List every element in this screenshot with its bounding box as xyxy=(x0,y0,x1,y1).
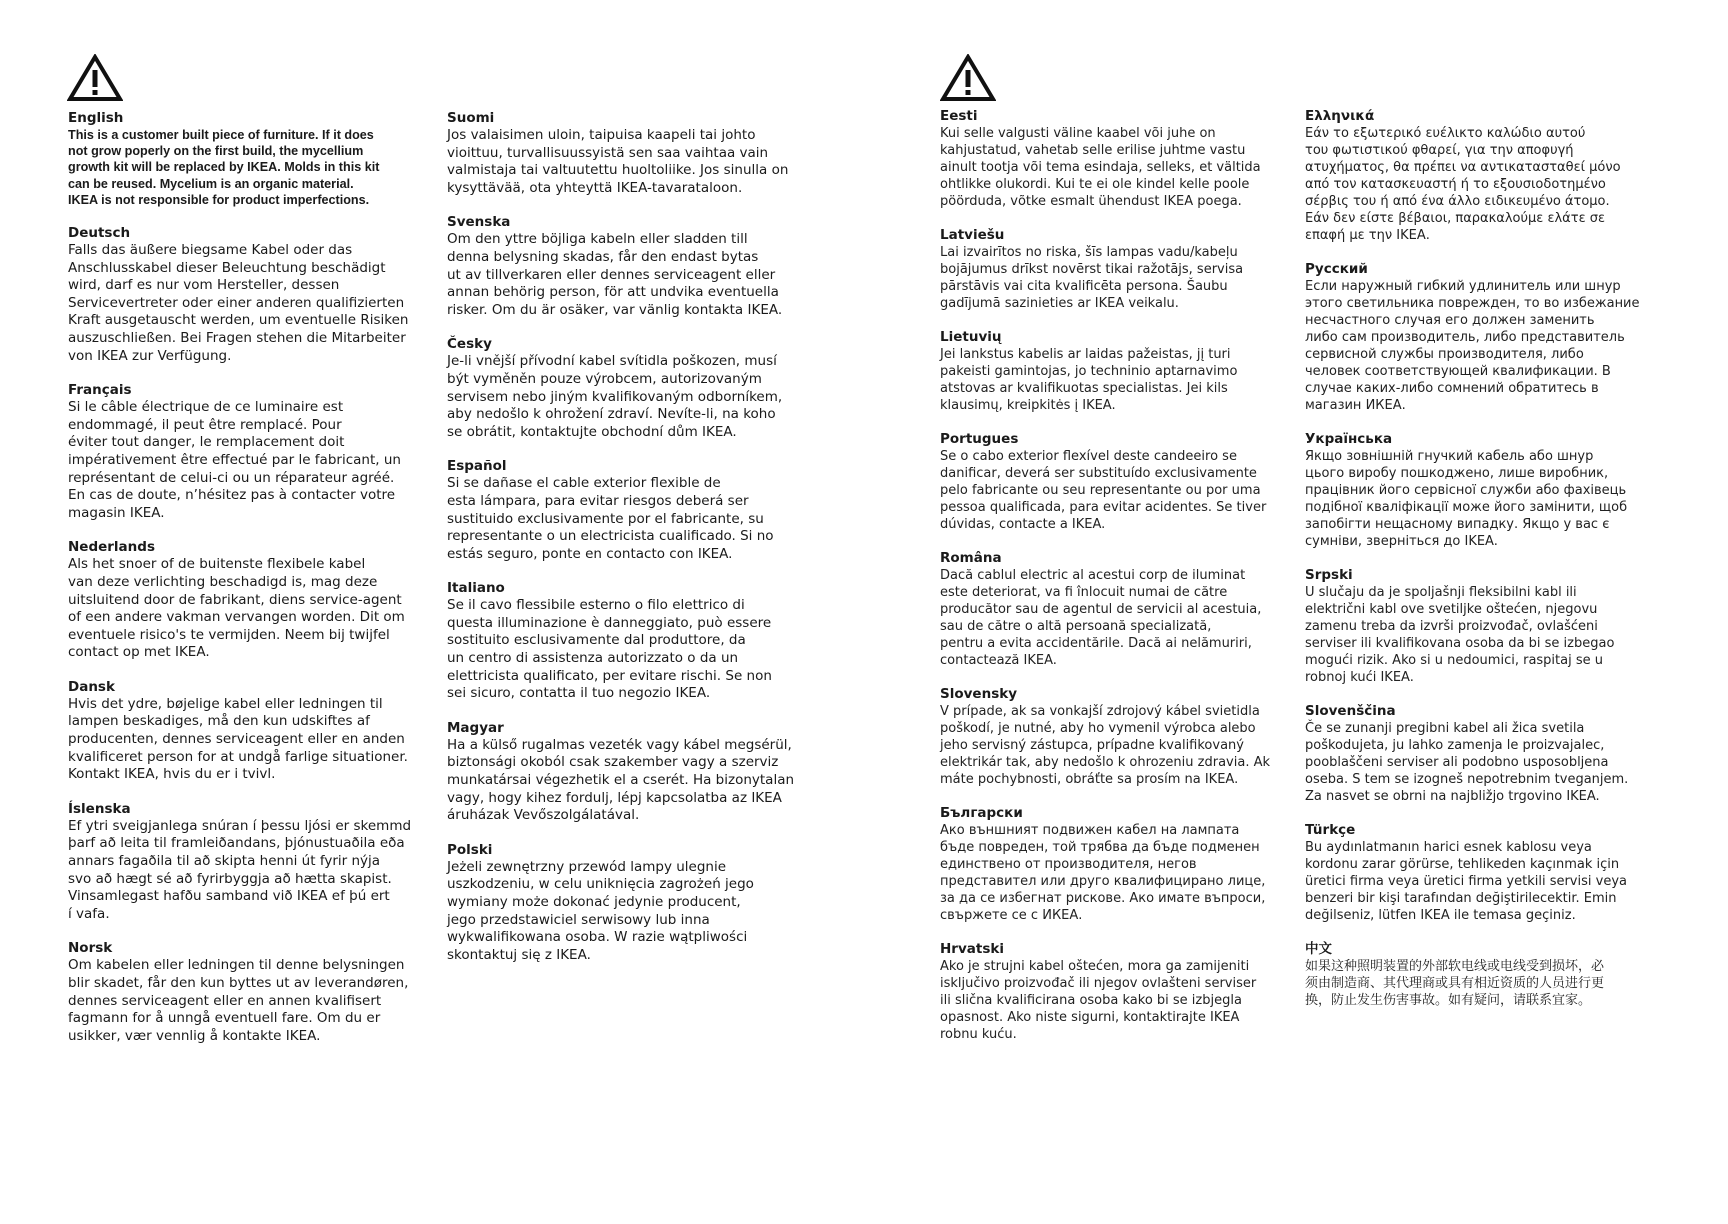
warning-triangle-icon xyxy=(67,54,123,102)
section-slovensky xyxy=(940,686,1305,788)
warning-text: Если наружный гибкий удлинитель или шнур этого светильника поврежден, то во избежание несчастного случая его должен заменить либо сам производитель, либо представитель сервисной службы производителя, либо человек соответствующей квалификации. В случае каких-либо сомнений обратитесь в магазин ИКЕА. xyxy=(1305,279,1640,413)
right-column-2 xyxy=(1305,108,1670,1026)
section-latviesu xyxy=(940,227,1305,312)
warning-text: Kui selle valgusti väline kaabel või juhe on kahjustatud, vahetab selle erilise juhtme vastu ainult tootja või tema esindaja, selleks, et vältida ohtlikke olukordi. Kui te ei ole kindel kelle poole pöörduda, võtke esmalt ühendust IKEA poega. xyxy=(940,126,1261,209)
language-heading: Italiano xyxy=(447,580,505,597)
section-cesky xyxy=(447,336,812,441)
warning-text: Jei lankstus kabelis ar laidas pažeistas, jį turi pakeisti gamintojas, jo techninio aptarnavimo atstovas ar kvalifikuotas specialistas. Jei kils klausimų, kreipkitės į IKEA. xyxy=(940,347,1238,413)
language-heading: Русский xyxy=(1305,261,1368,277)
language-heading: Srpski xyxy=(1305,567,1353,583)
language-heading: Suomi xyxy=(447,110,495,126)
warning-text: Hvis det ydre, bøjelige kabel eller ledningen til lampen beskadiges, må den kun udskiftes af producenten, dennes serviceagent eller en anden kvalificeret person for at undgå farlige situationer. Kontakt IKEA, hvis du er i tvivl. xyxy=(68,695,408,783)
warning-text: Εάν το εξωτερικό ευέλικτο καλώδιο αυτού του φωτιστικού φθαρεί, για την αποφυγή ατυχήματος, θα πρέπει να αντικατασταθεί μόνο από τον κατασκευαστή ή το εξουσιοδοτημένο σέρβις του ή από ένα άλλο ειδικευμένο άτομο. Εάν δεν είστε βέβαιοι, παρακαλούμε ελάτε σε επαφή με την ΙΚΕΑ. xyxy=(1305,126,1621,243)
language-heading: Slovensky xyxy=(940,686,1018,702)
warning-text: Je-li vnější přívodní kabel svítidla poškozen, musí být vyměněn pouze výrobcem, autorizovaným servisem nebo jiným kvalifikovaným odborníkem, aby nedošlo k ohrožení zdraví. Nevíte-li, na koho se obrátit, kontaktujte obchodní dům IKEA. xyxy=(447,353,783,440)
warning-text: Jos valaisimen uloin, taipuisa kaapeli tai johto vioittuu, turvallisuussyistä sen saa vaihtaa vain valmistaja tai valtuutettu huoltoliike. Jos sinulla on kysyttävää, ota yhteyttä IKEA-tavarataloon. xyxy=(447,127,789,196)
right-column-1 xyxy=(940,108,1305,1060)
warning-text: Se o cabo exterior flexível deste candeeiro se danificar, deverá ser substituído exclusivamente pelo fabricante ou seu representante ou por uma pessoa qualificada, para evitar acidentes. Se tiver dúvidas, contacte a IKEA. xyxy=(940,449,1267,532)
language-heading: Türkçe xyxy=(1305,822,1356,838)
warning-text: Om den yttre böjliga kabeln eller sladden till denna belysning skadas, får den endast bytas ut av tillverkaren eller dennes serviceagent eller annan behörig person, för att undvika eventuella risker. Om du är osäker, var vänlig kontakta IKEA. xyxy=(447,231,783,318)
language-heading: Eesti xyxy=(940,108,978,124)
right-page xyxy=(864,0,1728,1224)
section-polski xyxy=(447,842,812,965)
section-italiano xyxy=(447,580,812,703)
language-heading: Українська xyxy=(1305,431,1393,447)
language-heading: Deutsch xyxy=(68,225,131,242)
section-magyar xyxy=(447,720,812,825)
language-heading: Lietuvių xyxy=(940,329,1002,345)
section-greek xyxy=(1305,108,1670,244)
section-svenska xyxy=(447,214,812,319)
section-srpski xyxy=(1305,567,1670,686)
language-heading: English xyxy=(68,110,124,126)
warning-text: Lai izvairītos no riska, šīs lampas vadu/kabeļu bojājumus drīkst novērst tikai ražotājs, servisa pārstāvis vai cita kvalificēta persona. Šaubu gadījumā sazinieties ar IKEA veikalu. xyxy=(940,245,1244,311)
section-eesti xyxy=(940,108,1305,210)
language-heading: Français xyxy=(68,382,132,399)
warning-text: Якщо зовнішній гнучкий кабель або шнур цього виробу пошкоджено, лише виробник, працівник його сервісної служби або фахівець подібної кваліфікації може його замінити, щоб запобігти нещасному випадку. Якщо у вас є сумніви, зверніться до IKEA. xyxy=(1305,449,1628,549)
warning-triangle-icon xyxy=(940,54,996,102)
warning-text: Ef ytri sveigjanlega snúran í þessu ljósi er skemmd þarf að leita til framleiðandans, þjónustuaðila eða annars fagaðila til að skipta henni út fyrir nýja svo að hægt sé að fyrirbyggja að hætta skapist. Vinsamlegast hafðu samband við IKEA ef þú ert í vafa. xyxy=(68,817,412,922)
warning-text: Ha a külső rugalmas vezeték vagy kábel megsérül, biztonsági okoból csak szakember vagy a szerviz munkatársai végezhetik el a cserét. Ha bizonytalan vagy, hogy kihez fordulj, lépj kapcsolatba az IKEA áruházak Vevőszolgálatával. xyxy=(447,736,795,824)
language-heading: Nederlands xyxy=(68,539,155,556)
language-heading: Norsk xyxy=(68,940,113,957)
warning-text: U slučaju da je spoljašnji fleksibilni kabl ili električni kabl ove svetiljke oštećen, njegovu zamenu treba da izvrši proizvođač, ovlašćeni serviser ili kvalifikovana osoba da bi se izbegao mogući rizik. Ako si u nedoumici, raspitaj se u robnoj kući IKEA. xyxy=(1305,585,1615,685)
section-portugues xyxy=(940,431,1305,533)
section-francais xyxy=(68,382,433,522)
warning-text: Dacă cablul electric al acestui corp de iluminat este deteriorat, va fi înlocuit numai de către producător sau de agentul de servicii al acestuia, sau de către o altă persoană specializată, pentru a evita accidentările. Dacă ai nelămuriri, contactează IKEA. xyxy=(940,568,1262,668)
section-romana xyxy=(940,550,1305,669)
language-heading: Româna xyxy=(940,550,1002,566)
left-column-1 xyxy=(68,110,433,1062)
section-turkce xyxy=(1305,822,1670,924)
language-heading: Español xyxy=(447,458,507,475)
language-heading: Česky xyxy=(447,336,492,353)
language-heading: Slovenščina xyxy=(1305,703,1396,719)
section-dansk xyxy=(68,679,433,784)
warning-text: Si se dañase el cable exterior flexible de esta lámpara, para evitar riesgos deberá ser sustituido exclusivamente por el fabricante, su representante o un electricista cualificado. Si no estás seguro, ponte en contacto con IKEA. xyxy=(447,475,774,562)
language-heading: Български xyxy=(940,805,1023,821)
section-russian xyxy=(1305,261,1670,414)
warning-text: Si le câble électrique de ce luminaire est endommagé, il peut être remplacé. Pour éviter tout danger, le remplacement doit impérativement être effectué par le fabricant, un représentant de celui-ci ou un réparateur agréé. En cas de doute, n’hésitez pas à contacter votre magasin IKEA. xyxy=(68,399,401,521)
language-heading: Hrvatski xyxy=(940,941,1004,957)
section-norsk xyxy=(68,940,433,1045)
section-deutsch xyxy=(68,225,433,365)
section-chinese xyxy=(1305,941,1670,1009)
section-lietuviu xyxy=(940,329,1305,414)
warning-text: Če se zunanji pregibni kabel ali žica svetila poškodujeta, ju lahko zamenja le proizvajalec, pooblaščeni serviser ali podobno usposobljena oseba. S tem se izogneš nepotrebnim tveganjem. Za nasvet se obrni na najbližjo trgovino IKEA. xyxy=(1305,721,1629,804)
warning-text: Se il cavo flessibile esterno o filo elettrico di questa illuminazione è danneggiato, può essere sostituito esclusivamente dal produttore, da un centro di assistenza autorizzato o da un elettricista qualificato, per evitare rischi. Se non sei sicuro, contatta il tuo negozio IKEA. xyxy=(447,597,772,702)
warning-text: Jeżeli zewnętrzny przewód lampy ulegnie uszkodzeniu, w celu uniknięcia zagrożeń jego wymiany może dokonać jedynie producent, jego przedstawiciel serwisowy lub inna wykwalifikowana osoba. W razie wątpliwości skontaktuj się z IKEA. xyxy=(447,858,754,963)
language-heading: Ελληνικά xyxy=(1305,108,1375,124)
section-islenska xyxy=(68,801,433,924)
section-hrvatski xyxy=(940,941,1305,1043)
language-heading: Magyar xyxy=(447,719,504,736)
section-slovenscina xyxy=(1305,703,1670,805)
language-heading: Latviešu xyxy=(940,227,1005,243)
warning-text: 如果这种照明装置的外部软电线或电线受到损坏，必 须由制造商、其代理商或具有相近资质的人员进行更 换，防止发生伤害事故。如有疑问，请联系宜家。 xyxy=(1305,959,1605,1008)
warning-text: V prípade, ak sa vonkajší zdrojový kábel svietidla poškodí, je nutné, aby ho vymenil výrobca alebo jeho servisný zástupca, prípadne kvalifikovaný elektrikár tak, aby nedošlo k ohrozeniu zdravia. Ak máte pochybnosti, obráťte sa prosím na IKEA. xyxy=(940,704,1271,787)
section-bulgarian xyxy=(940,805,1305,924)
section-nederlands xyxy=(68,539,433,662)
warning-text: Falls das äußere biegsame Kabel oder das Anschlusskabel dieser Beleuchtung beschädigt wird, darf es nur vom Hersteller, dessen Servicevertreter oder einer anderen qualifizierten Kraft ausgetauscht werden, um eventuelle Risiken auszuschließen. Bei Fragen stehen die Mitarbeiter von IKEA zur Verfügung. xyxy=(68,242,409,364)
language-heading: 中文 xyxy=(1305,941,1332,957)
section-ukrainian xyxy=(1305,431,1670,550)
warning-text: Om kabelen eller ledningen til denne belysningen blir skadet, får den kun byttes ut av leverandøren, dennes serviceagent eller en annen kvalifisert fagmann for å unngå eventuell fare. Om du er usikker, vær vennlig å kontakte IKEA. xyxy=(68,957,409,1044)
notice-text: This is a customer built piece of furniture. If it does not grow poperly on the first build, the mycellium growth kit will be replaced by IKEA. Molds in this kit can be reused. Mycelium is an organic material. IKEA is not responsible for product imperfections. xyxy=(68,128,380,207)
language-heading: Portugues xyxy=(940,431,1019,447)
warning-text: Ako je strujni kabel oštećen, mora ga zamijeniti isključivo proizvođač ili njegov ovlašteni serviser ili slična kvalificirana osoba kako bi se izbjegla opasnost. Ako niste sigurni, kontaktirajte IKEA robnu kuću. xyxy=(940,959,1257,1042)
section-english xyxy=(68,110,433,208)
language-heading: Dansk xyxy=(68,678,115,695)
warning-text: Bu aydınlatmanın harici esnek kablosu veya kordonu zarar görürse, tehlikeden kaçınmak için üretici firma veya üretici firma yetkili servisi veya benzeri bir kişi tarafından değiştirilecektir. Emin değilseniz, lütfen IKEA ile temasa geçiniz. xyxy=(1305,840,1627,923)
left-column-2 xyxy=(447,110,812,981)
warning-text: Ако външният подвижен кабел на лампата бъде повреден, той трябва да бъде подменен единствено от производителя, негов представител или друго квалифицирано лице, за да се избегнат рискове. Ако имате въпроси, свържете се с ИКЕА. xyxy=(940,823,1266,923)
section-suomi xyxy=(447,110,812,197)
language-heading: Íslenska xyxy=(68,800,131,817)
language-heading: Svenska xyxy=(447,214,511,231)
section-espanol xyxy=(447,458,812,563)
language-heading: Polski xyxy=(447,841,493,858)
warning-text: Als het snoer of de buitenste flexibele kabel van deze verlichting beschadigd is, mag deze uitsluitend door de fabrikant, diens service-agent of een andere vakman vervangen worden. Dit om eventuele risico's te vermijden. Neem bij twijfel contact op met IKEA. xyxy=(68,556,405,661)
